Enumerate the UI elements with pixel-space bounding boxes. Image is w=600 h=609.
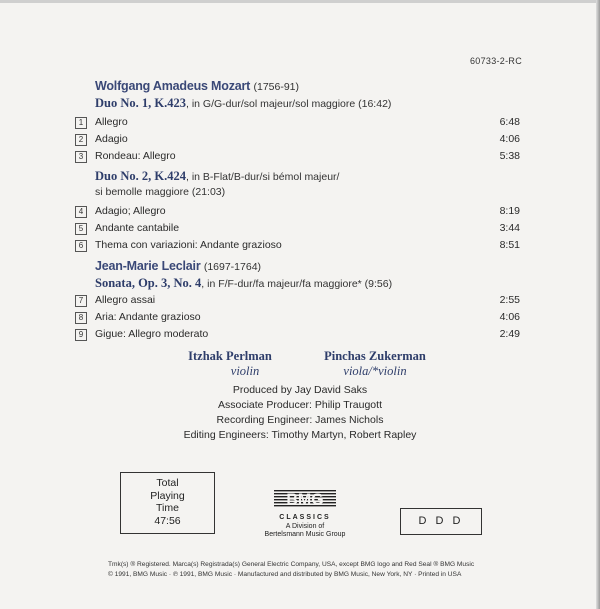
legal-notice	[108, 560, 518, 580]
track-row[interactable]	[75, 239, 520, 254]
production-credits	[170, 383, 430, 443]
track-title: Adagio	[95, 133, 128, 145]
track-number: 4	[75, 206, 87, 218]
work-duo-2-detail	[95, 186, 225, 198]
composer-name: Jean-Marie Leclair	[95, 259, 201, 273]
track-title: Allegro	[95, 116, 128, 128]
track-title: Rondeau: Allegro	[95, 150, 176, 162]
credit-recording-engineer: Recording Engineer: James Nichols	[216, 414, 384, 426]
track-number: 1	[75, 117, 87, 129]
artist-instrument: violin	[230, 364, 260, 378]
track-row[interactable]	[75, 222, 520, 237]
track-number: 5	[75, 223, 87, 235]
tpt-value: 47:56	[154, 514, 181, 527]
artist-instrument: viola/*violin	[343, 364, 407, 378]
track-title: Allegro assai	[95, 294, 156, 306]
track-time: 5:38	[499, 150, 520, 162]
track-time: 2:49	[499, 328, 520, 340]
work-detail: , in B-Flat/B-dur/si bémol majeur/	[185, 171, 340, 183]
legal-line1: Tmk(s) ® Registered. Marca(s) Registrada(s) General Electric Company, USA, except BMG logo and Red Seal ® BMG Music	[108, 561, 475, 568]
track-title: Thema con variazioni: Andante grazioso	[95, 239, 282, 251]
bmg-classics-logo	[255, 490, 355, 539]
work-title: Duo No. 1, K.423	[95, 96, 186, 110]
composer-leclair	[95, 259, 261, 273]
bmg-logo-text: BMG	[286, 491, 324, 508]
tpt-line1: Total	[156, 477, 179, 489]
track-time: 6:48	[499, 116, 520, 128]
work-detail: , in F/F-dur/fa majeur/fa maggiore* (9:56)	[201, 278, 393, 290]
track-row[interactable]	[75, 133, 520, 148]
work-duo-2	[95, 169, 339, 184]
track-time: 4:06	[499, 311, 520, 323]
bmg-logo-icon	[274, 490, 336, 508]
credit-producer: Produced by Jay David Saks	[232, 384, 368, 396]
tpt-line2: Playing	[150, 489, 185, 502]
classics-label: CLASSICS	[279, 514, 331, 521]
artist-name: Itzhak Perlman	[188, 349, 272, 363]
track-number: 6	[75, 240, 87, 252]
track-number: 3	[75, 151, 87, 163]
right-edge	[596, 0, 600, 609]
track-number: 7	[75, 295, 87, 307]
division-line2: Bertelsmann Music Group	[264, 531, 346, 538]
track-row[interactable]	[75, 205, 520, 220]
composer-years: (1697-1764)	[203, 261, 262, 273]
division-line1: A Division of	[285, 523, 325, 530]
credit-editing-engineers: Editing Engineers: Timothy Martyn, Robert Rapley	[183, 429, 417, 441]
track-number: 9	[75, 329, 87, 341]
legal-line2: © 1991, BMG Music · ℗ 1991, BMG Music · Manufactured and distributed by BMG Music, New York, NY · Printed in USA	[108, 571, 462, 578]
track-row[interactable]	[75, 150, 520, 165]
artist-name: Pinchas Zukerman	[324, 349, 426, 363]
track-title: Adagio; Allegro	[95, 205, 166, 217]
artist-perlman	[165, 349, 295, 379]
track-title: Aria: Andante grazioso	[95, 311, 201, 323]
track-row[interactable]	[75, 116, 520, 131]
work-detail-continued: si bemolle maggiore (21:03)	[95, 186, 226, 198]
track-number: 2	[75, 134, 87, 146]
credit-associate-producer: Associate Producer: Philip Traugott	[217, 399, 382, 411]
work-duo-1	[95, 96, 391, 111]
track-row[interactable]	[75, 294, 520, 309]
track-title: Gigue: Allegro moderato	[95, 328, 209, 340]
artist-zukerman	[310, 349, 440, 379]
catalog-number: 60733-2-RC	[469, 56, 522, 66]
top-edge	[0, 0, 600, 3]
track-row[interactable]	[75, 328, 520, 343]
composer-years: (1756-91)	[253, 81, 300, 93]
total-playing-time-box	[120, 472, 215, 534]
composer-mozart	[95, 79, 299, 93]
track-title: Andante cantabile	[95, 222, 180, 234]
work-title: Duo No. 2, K.424	[95, 169, 186, 183]
track-time: 8:51	[499, 239, 520, 251]
work-detail: , in G/G-dur/sol majeur/sol maggiore (16:42)	[185, 98, 392, 110]
tpt-line3: Time	[156, 502, 179, 514]
composer-name: Wolfgang Amadeus Mozart	[95, 79, 251, 93]
track-time: 2:55	[499, 294, 520, 306]
work-title: Sonata, Op. 3, No. 4	[95, 276, 202, 290]
work-sonata	[95, 276, 392, 291]
track-row[interactable]	[75, 311, 520, 326]
track-number: 8	[75, 312, 87, 324]
track-time: 8:19	[499, 205, 520, 217]
track-time: 4:06	[499, 133, 520, 145]
track-time: 3:44	[499, 222, 520, 234]
ddd-code-box: D D D	[400, 508, 482, 535]
